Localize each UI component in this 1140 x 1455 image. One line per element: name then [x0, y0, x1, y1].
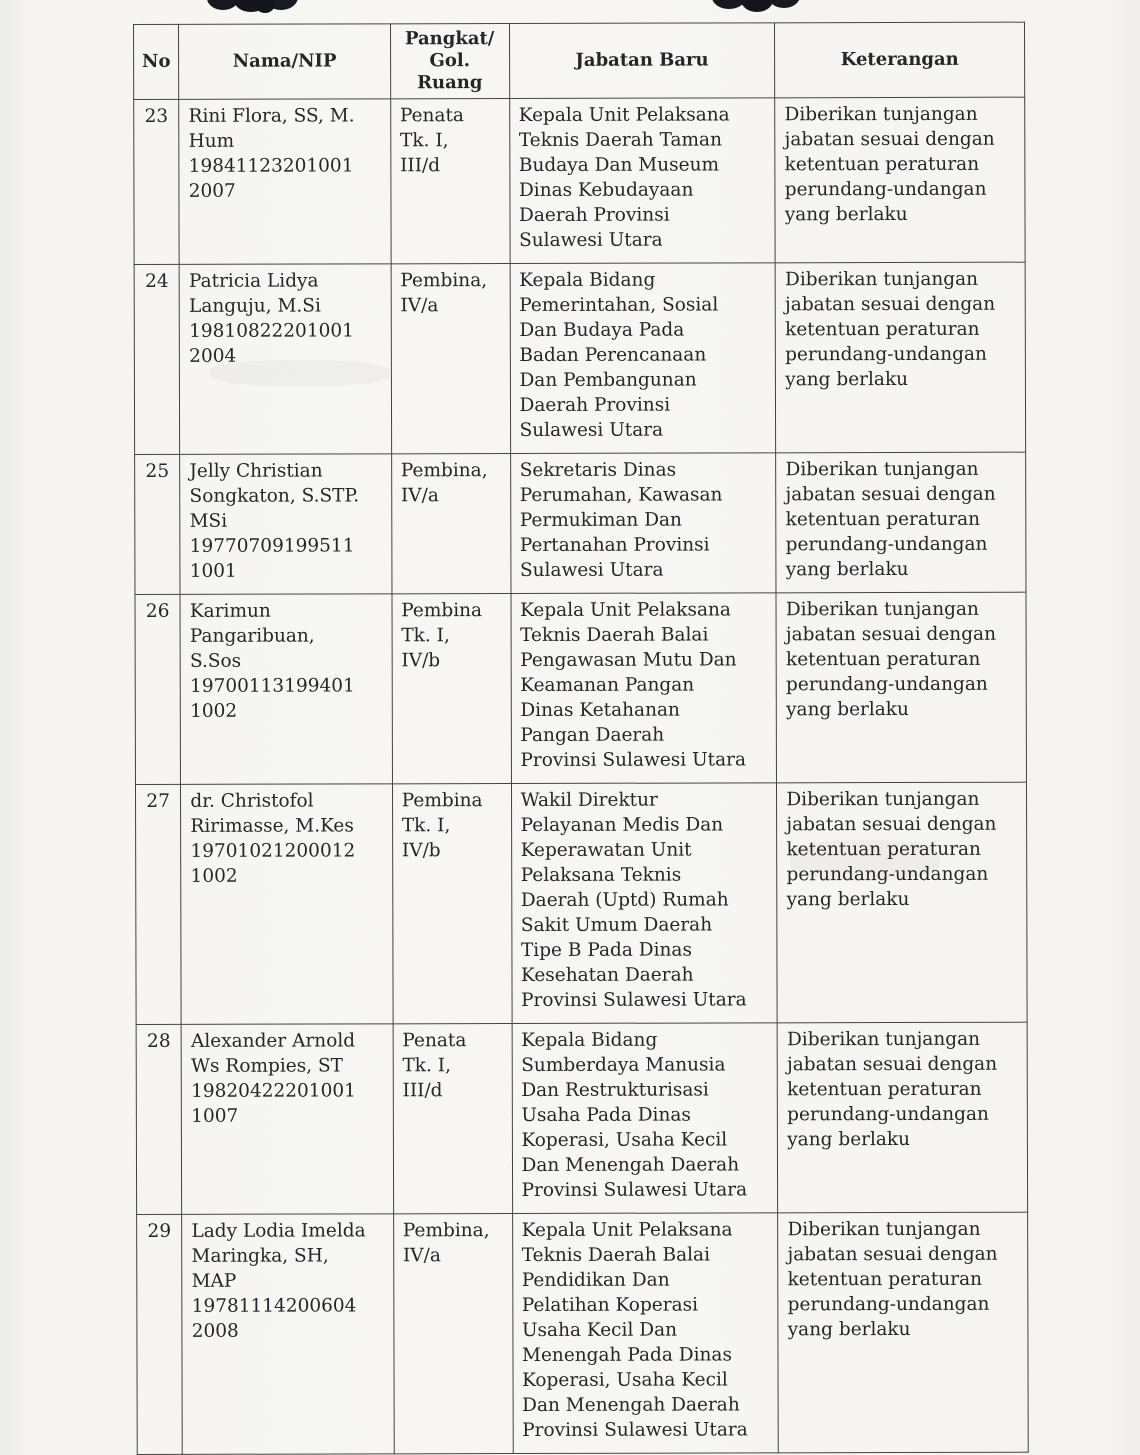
cell-pangkat: Pembina, IV/a — [391, 264, 510, 454]
cell-nama-nip: Patricia Lidya Languju, M.Si 19810822201001 2004 — [179, 264, 391, 455]
cell-pangkat: Penata Tk. I, III/d — [393, 1024, 512, 1214]
cell-no: 29 — [137, 1214, 183, 1454]
cell-nama-nip: Rini Flora, SS, M. Hum 19841123201001 2007 — [179, 99, 391, 265]
header-nama-nip: Nama/NIP — [179, 24, 391, 100]
cell-keterangan: Diberikan tunjangan jabatan sesuai dengan ketentuan peraturan perundang-undangan yang berlaku — [776, 452, 1026, 593]
ink-mark-top-right — [707, 0, 807, 20]
cell-nama-nip: Alexander Arnold Ws Rompies, ST 19820422201001 1007 — [181, 1024, 393, 1215]
header-no: No — [134, 24, 179, 99]
cell-jabatan: Kepala Unit Pelaksana Teknis Daerah Taman Budaya Dan Museum Dinas Kebudayaan Daerah Provinsi Sulawesi Utara — [509, 98, 775, 264]
table-row — [135, 592, 1026, 784]
cell-pangkat: Pembina Tk. I, IV/b — [392, 594, 511, 784]
table-row — [135, 782, 1027, 1024]
cell-no: 26 — [135, 594, 181, 784]
cell-no: 25 — [135, 454, 181, 594]
table-row — [135, 452, 1026, 594]
cell-pangkat: Penata Tk. I, III/d — [390, 99, 509, 264]
cell-nama-nip: Lady Lodia Imelda Maringka, SH, MAP 19781114200604 2008 — [182, 1214, 394, 1455]
cell-no: 27 — [135, 784, 181, 1024]
cell-jabatan: Sekretaris Dinas Perumahan, Kawasan Permukiman Dan Pertanahan Provinsi Sulawesi Utara — [510, 453, 776, 594]
cell-no: 23 — [134, 99, 180, 264]
cell-nama-nip: Karimun Pangaribuan, S.Sos 19700113199401 1002 — [180, 594, 392, 785]
cell-keterangan: Diberikan tunjangan jabatan sesuai dengan ketentuan peraturan perundang-undangan yang berlaku — [775, 97, 1025, 263]
table-row — [134, 97, 1025, 264]
table-row — [134, 262, 1025, 454]
cell-jabatan: Kepala Unit Pelaksana Teknis Daerah Balai Pendidikan Dan Pelatihan Koperasi Usaha Kecil Dan Menengah Pada Dinas Koperasi, Usaha Kecil Dan Menengah Daerah Provinsi Sulawesi Utara — [512, 1213, 778, 1454]
table-row — [137, 1212, 1029, 1454]
ink-mark-top-left — [205, 0, 305, 20]
personnel-table — [133, 22, 1029, 1455]
cell-no: 28 — [136, 1024, 182, 1214]
cell-pangkat: Pembina Tk. I, IV/b — [392, 784, 511, 1024]
header-pangkat-gol-ruang: Pangkat/ Gol. Ruang — [390, 24, 509, 99]
cell-pangkat: Pembina, IV/a — [393, 1214, 512, 1454]
header-jabatan-baru: Jabatan Baru — [509, 23, 775, 99]
cell-jabatan: Kepala Unit Pelaksana Teknis Daerah Balai Pengawasan Mutu Dan Keamanan Pangan Dinas Ketahanan Pangan Daerah Provinsi Sulawesi Utara — [511, 593, 777, 784]
cell-keterangan: Diberikan tunjangan jabatan sesuai dengan ketentuan peraturan perundang-undangan yang berlaku — [777, 1022, 1027, 1213]
cell-keterangan: Diberikan tunjangan jabatan sesuai dengan ketentuan peraturan perundang-undangan yang berlaku — [775, 262, 1025, 453]
cell-jabatan: Kepala Bidang Sumberdaya Manusia Dan Restrukturisasi Usaha Pada Dinas Koperasi, Usaha Kecil Dan Menengah Daerah Provinsi Sulawesi Utara — [512, 1023, 778, 1214]
table-header — [134, 22, 1025, 99]
header-keterangan: Keterangan — [775, 22, 1025, 98]
cell-jabatan: Wakil Direktur Pelayanan Medis Dan Keperawatan Unit Pelaksana Teknis Daerah (Uptd) Rumah Sakit Umum Daerah Tipe B Pada Dinas Kesehatan Daerah Provinsi Sulawesi Utara — [511, 783, 777, 1024]
cell-no: 24 — [134, 264, 180, 454]
cell-keterangan: Diberikan tunjangan jabatan sesuai dengan ketentuan peraturan perundang-undangan yang berlaku — [777, 782, 1027, 1023]
cell-jabatan: Kepala Bidang Pemerintahan, Sosial Dan Budaya Pada Badan Perencanaan Dan Pembangunan Daerah Provinsi Sulawesi Utara — [510, 263, 776, 454]
cell-nama-nip: dr. Christofol Ririmasse, M.Kes 19701021200012 1002 — [181, 784, 393, 1025]
table-body — [134, 97, 1029, 1454]
personnel-table-wrap — [133, 22, 1029, 1455]
cell-keterangan: Diberikan tunjangan jabatan sesuai dengan ketentuan peraturan perundang-undangan yang berlaku — [776, 592, 1026, 783]
cell-pangkat: Pembina, IV/a — [391, 454, 510, 594]
header-row — [134, 22, 1025, 99]
table-row — [136, 1022, 1027, 1214]
cell-nama-nip: Jelly Christian Songkaton, S.STP. MSi 19770709199511 1001 — [180, 454, 392, 595]
cell-keterangan: Diberikan tunjangan jabatan sesuai dengan ketentuan peraturan perundang-undangan yang berlaku — [778, 1212, 1028, 1453]
